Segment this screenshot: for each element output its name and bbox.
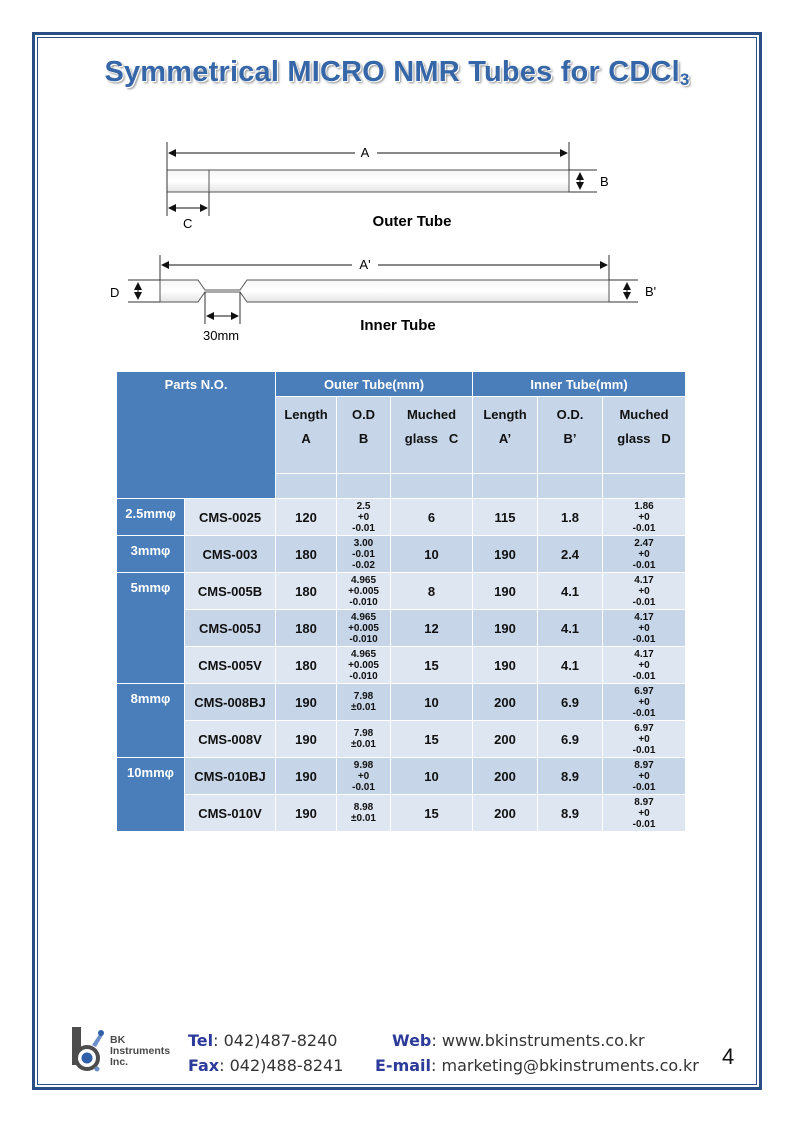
- part-number: CMS-005J: [185, 610, 276, 647]
- dim-b-label: B: [600, 174, 609, 189]
- length-a-prime: 200: [473, 758, 538, 795]
- table-row: [117, 647, 686, 684]
- spec-table: [116, 371, 686, 832]
- od-b: 4.965 +0.005 -0.010: [337, 647, 391, 684]
- part-number: CMS-0025: [185, 499, 276, 536]
- od-b: 9.98 +0 -0.01: [337, 758, 391, 795]
- length-a-prime: 200: [473, 721, 538, 758]
- size-label: 8mmφ: [117, 684, 185, 758]
- inner-tube-body: [160, 280, 609, 302]
- od-b-prime: 6.9: [538, 721, 603, 758]
- part-number: CMS-010BJ: [185, 758, 276, 795]
- length-a: 190: [276, 721, 337, 758]
- od-b: 8.98 ±0.01: [337, 795, 391, 832]
- length-a-prime: 200: [473, 795, 538, 832]
- muched-c: 10: [391, 758, 473, 795]
- outer-tube-drawing: [167, 142, 609, 231]
- muched-d: 6.97 +0 -0.01: [603, 721, 686, 758]
- od-b: 4.965 +0.005 -0.010: [337, 573, 391, 610]
- size-label: 3mmφ: [117, 536, 185, 573]
- od-b: 4.965 +0.005 -0.010: [337, 610, 391, 647]
- tube-diagram: [0, 0, 794, 370]
- length-a: 120: [276, 499, 337, 536]
- od-b-prime: 4.1: [538, 647, 603, 684]
- header-muched-c: Muched glass C: [391, 397, 473, 474]
- length-a-prime: 190: [473, 573, 538, 610]
- header-length-a: Length A: [276, 397, 337, 474]
- length-a-prime: 190: [473, 610, 538, 647]
- fax-line: Fax: 042)488-8241: [188, 1056, 344, 1075]
- od-b-prime: 2.4: [538, 536, 603, 573]
- od-b-prime: 8.9: [538, 795, 603, 832]
- table-row: [117, 758, 686, 795]
- header-od-b: O.D B: [337, 397, 391, 474]
- muched-c: 15: [391, 647, 473, 684]
- muched-c: 8: [391, 573, 473, 610]
- table-row: [117, 610, 686, 647]
- dim-a-label: A: [360, 145, 370, 160]
- table-row: [117, 721, 686, 758]
- header-inner-tube: Inner Tube(mm): [473, 372, 686, 397]
- length-a: 180: [276, 536, 337, 573]
- page-title: Symmetrical MICRO NMR Tubes for CDCl$_3$: [104, 56, 690, 89]
- inner-tube-label: Inner Tube: [360, 317, 436, 334]
- tel-line: Tel: 042)487-8240: [188, 1031, 338, 1050]
- header-outer-tube: Outer Tube(mm): [276, 372, 473, 397]
- muched-d: 2.47 +0 -0.01: [603, 536, 686, 573]
- header-length-a-prime: Length A’: [473, 397, 538, 474]
- od-b-prime: 1.8: [538, 499, 603, 536]
- od-b: 2.5 +0 -0.01: [337, 499, 391, 536]
- length-a-prime: 200: [473, 684, 538, 721]
- part-number: CMS-008V: [185, 721, 276, 758]
- length-a: 180: [276, 610, 337, 647]
- od-b-prime: 4.1: [538, 610, 603, 647]
- length-a: 180: [276, 573, 337, 610]
- od-b-prime: 4.1: [538, 573, 603, 610]
- muched-d: 8.97 +0 -0.01: [603, 758, 686, 795]
- part-number: CMS-003: [185, 536, 276, 573]
- dim-30mm-label: 30mm: [203, 328, 240, 343]
- dim-d-label: D: [110, 285, 120, 300]
- dim-b-prime-label: B': [645, 284, 657, 299]
- size-label: 5mmφ: [117, 573, 185, 684]
- muched-d: 4.17 +0 -0.01: [603, 610, 686, 647]
- size-label: 10mmφ: [117, 758, 185, 832]
- length-a: 180: [276, 647, 337, 684]
- inner-tube-drawing: [110, 255, 656, 343]
- od-b-prime: 8.9: [538, 758, 603, 795]
- length-a: 190: [276, 795, 337, 832]
- page-number: 4: [722, 1044, 735, 1069]
- od-b-prime: 6.9: [538, 684, 603, 721]
- muched-d: 4.17 +0 -0.01: [603, 573, 686, 610]
- muched-d: 1.86 +0 -0.01: [603, 499, 686, 536]
- table-row: [117, 499, 686, 536]
- table-row: [117, 684, 686, 721]
- muched-c: 10: [391, 536, 473, 573]
- email-line: E-mail: marketing@bkinstruments.co.kr: [375, 1056, 699, 1075]
- table-row: [117, 795, 686, 832]
- muched-c: 6: [391, 499, 473, 536]
- brand-name: BK Instruments Inc.: [110, 1034, 171, 1068]
- dim-c-label: C: [183, 216, 193, 231]
- muched-c: 12: [391, 610, 473, 647]
- part-number: CMS-005B: [185, 573, 276, 610]
- length-a: 190: [276, 684, 337, 721]
- length-a-prime: 115: [473, 499, 538, 536]
- part-number: CMS-008BJ: [185, 684, 276, 721]
- length-a-prime: 190: [473, 536, 538, 573]
- part-number: CMS-005V: [185, 647, 276, 684]
- muched-c: 15: [391, 795, 473, 832]
- muched-c: 15: [391, 721, 473, 758]
- length-a-prime: 190: [473, 647, 538, 684]
- dim-a-prime-label: A': [359, 257, 371, 272]
- part-number: CMS-010V: [185, 795, 276, 832]
- od-b: 7.98 ±0.01: [337, 721, 391, 758]
- size-label: 2.5mmφ: [117, 499, 185, 536]
- outer-tube-body: [167, 170, 569, 192]
- table-row: [117, 536, 686, 573]
- muched-d: 4.17 +0 -0.01: [603, 647, 686, 684]
- table-row: [117, 573, 686, 610]
- od-b: 3.00 -0.01 -0.02: [337, 536, 391, 573]
- length-a: 190: [276, 758, 337, 795]
- header-od-b-prime: O.D. B’: [538, 397, 603, 474]
- muched-d: 6.97 +0 -0.01: [603, 684, 686, 721]
- muched-d: 8.97 +0 -0.01: [603, 795, 686, 832]
- web-line: Web: www.bkinstruments.co.kr: [392, 1031, 645, 1050]
- od-b: 7.98 ±0.01: [337, 684, 391, 721]
- header-parts: Parts N.O.: [117, 372, 276, 499]
- tube-diagram-svg: [0, 0, 794, 370]
- outer-tube-label: Outer Tube: [372, 213, 452, 230]
- header-muched-d: Muched glass D: [603, 397, 686, 474]
- bk-logo-icon: [70, 1025, 110, 1077]
- muched-c: 10: [391, 684, 473, 721]
